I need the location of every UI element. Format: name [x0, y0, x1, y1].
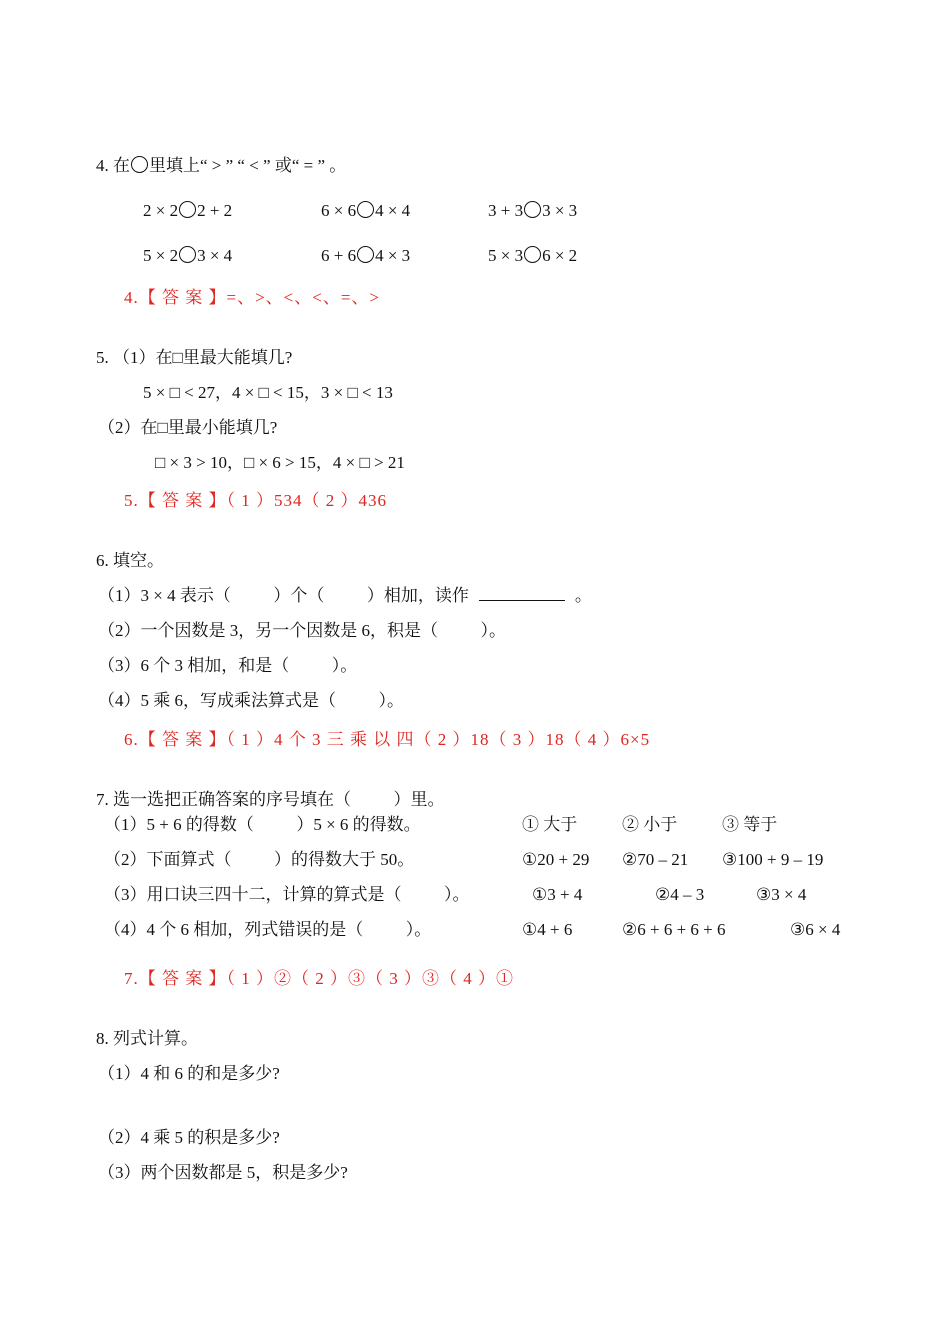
q6-p1: （1）3 × 4 表示（ ）个（ ）相加，读作 。	[98, 586, 592, 605]
q7-option: ②4 – 3	[655, 885, 705, 904]
comparison-item: 6 × 6 4 × 4	[321, 201, 411, 220]
circle-icon[interactable]	[524, 201, 541, 218]
q7-row-question: （4）4 个 6 相加，列式错误的是（ ）。	[104, 920, 432, 939]
comparison-item: 6 + 6 4 × 3	[321, 246, 411, 265]
comparison-item: 2 × 2 2 + 2	[143, 201, 233, 220]
circle-icon[interactable]	[524, 246, 541, 263]
q4-title: 4. 在 里填上“ > ” “ < ” 或“ = ” 。	[96, 156, 347, 175]
q5-line2: □ × 3 > 10，□ × 6 > 15，4 × □ > 21	[155, 453, 405, 472]
q7-row-question: （2）下面算式（ ）的得数大于 50。	[104, 850, 415, 869]
q7-option: ①3 + 4	[532, 885, 583, 904]
circle-icon[interactable]	[179, 246, 196, 263]
q6-p2: （2）一个因数是 3，另一个因数是 6，积是（ ）。	[98, 621, 506, 640]
circle-icon[interactable]	[357, 246, 374, 263]
comparison-item: 5 × 3 6 × 2	[488, 246, 578, 265]
comparison-item: 5 × 2 3 × 4	[143, 246, 233, 265]
q7-option: ①20 + 29	[522, 850, 590, 869]
q7-row-question: （3）用口诀三四十二，计算的算式是（ ）。	[104, 885, 470, 904]
q6-p4: （4）5 乘 6，写成乘法算式是（ ）。	[98, 691, 404, 710]
q5-sub2: （2）在□里最小能填几?	[98, 418, 278, 437]
q6-p3: （3）6 个 3 相加，和是（ ）。	[98, 656, 358, 675]
q7-answer: 7.【 答 案 】（ 1 ）②（ 2 ）③（ 3 ）③（ 4 ）①	[124, 969, 514, 988]
q5-title: 5. （1）在□里最大能填几?	[96, 348, 293, 367]
q7-option: ③100 + 9 – 19	[722, 850, 824, 869]
q4-answer: 4.【 答 案 】=、>、<、<、=、>	[124, 288, 381, 307]
q8-p1: （1）4 和 6 的和是多少?	[98, 1064, 280, 1083]
q8-p2: （2）4 乘 5 的积是多少?	[98, 1128, 280, 1147]
q7-option: ② 小于	[622, 815, 678, 834]
q6-answer: 6.【 答 案 】（ 1 ）4 个 3 三 乘 以 四（ 2 ）18（ 3 ）18（ 4 ）6×5	[124, 730, 651, 749]
q5-line1: 5 × □ < 27，4 × □ < 15，3 × □ < 13	[143, 383, 393, 402]
q7-option: ③3 × 4	[756, 885, 807, 904]
comparison-item: 3 + 3 3 × 3	[488, 201, 578, 220]
q7-row-question: （1）5 + 6 的得数（ ）5 × 6 的得数。	[104, 815, 421, 834]
q7-option: ③ 等于	[722, 815, 778, 834]
circle-icon	[131, 156, 148, 173]
q7-option: ①4 + 6	[522, 920, 573, 939]
circle-icon[interactable]	[357, 201, 374, 218]
q8-p3: （3）两个因数都是 5，积是多少?	[98, 1163, 348, 1182]
q7-option: ① 大于	[522, 815, 578, 834]
q7-option: ②6 + 6 + 6 + 6	[622, 920, 726, 939]
answer-blank[interactable]	[479, 586, 565, 601]
q7-title: 7. 选一选把正确答案的序号填在（ ）里。	[96, 790, 445, 809]
q7-option: ②70 – 21	[622, 850, 689, 869]
q6-title: 6. 填空。	[96, 551, 164, 570]
q5-answer: 5.【 答 案 】（ 1 ）534（ 2 ）436	[124, 491, 387, 510]
q7-option: ③6 × 4	[790, 920, 841, 939]
circle-icon[interactable]	[179, 201, 196, 218]
q8-title: 8. 列式计算。	[96, 1029, 198, 1048]
